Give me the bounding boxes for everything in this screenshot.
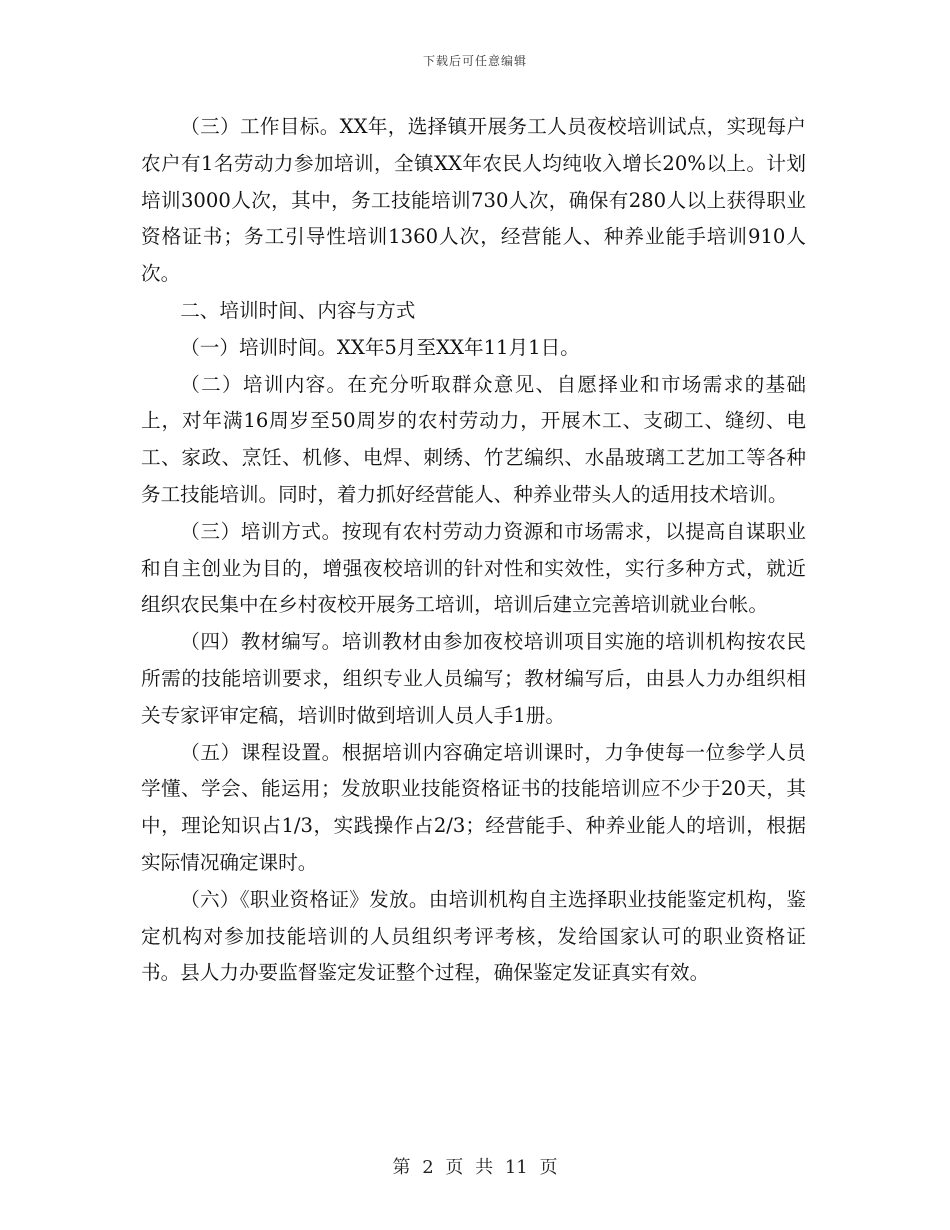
page-number-footer: 第 2 页 共 11 页 — [392, 1157, 558, 1178]
paragraph-work-goal: （三）工作目标。XX年，选择镇开展务工人员夜校培训试点，实现每户农户有1名劳动力参加培训，全镇XX年农民人均纯收入增长20%以上。计划培训3000人次，其中，务工技能培训730人次，确保有280人以上获得职业资格证书；务工引导性培训1360人次，经营能人、种养业能手培训910人次。 — [141, 115, 806, 286]
page-header: 下载后可任意编辑 — [422, 54, 527, 68]
paragraph-curriculum: （五）课程设置。根据培训内容确定培训课时，力争使每一位参学人员学懂、学会、能运用；发放职业技能资格证书的技能培训应不少于20天，其中，理论知识占1/3，实践操作占2/3；经营能手、种养业能人的培训，根据实际情况确定课时。 — [141, 740, 806, 874]
document-body — [141, 109, 806, 992]
paragraph-certificate: （六）《职业资格证》发放。由培训机构自主选择职业技能鉴定机构，鉴定机构对参加技能培训的人员组织考评考核，发给国家认可的职业资格证书。县人力办要监督鉴定发证整个过程，确保鉴定发证真实有效。 — [141, 887, 806, 985]
paragraph-textbook: （四）教材编写。培训教材由参加夜校培训项目实施的培训机构按农民所需的技能培训要求，组织专业人员编写；教材编写后，由县人力办组织相关专家评审定稿，培训时做到培训人员人手1册。 — [141, 630, 806, 727]
section-heading-training: 二、培训时间、内容与方式 — [180, 298, 416, 322]
paragraph-training-method: （三）培训方式。按现有农村劳动力资源和市场需求，以提高自谋职业和自主创业为目的，增强夜校培训的针对性和实效性，实行多种方式，就近组织农民集中在乡村夜校开展务工培训，培训后建立完善培训就业台帐。 — [141, 519, 806, 617]
paragraph-training-time: （一）培训时间。XX年5月至XX年11月1日。 — [180, 335, 580, 359]
paragraph-training-content: （二）培训内容。在充分听取群众意见、自愿择业和市场需求的基础上，对年满16周岁至50周岁的农村劳动力，开展木工、支砌工、缝纫、电工、家政、烹饪、机修、电焊、刺绣、竹艺编织、水晶玻璃工艺加工等各种务工技能培训。同时，着力抓好经营能人、种养业带头人的适用技术培训。 — [141, 372, 806, 506]
